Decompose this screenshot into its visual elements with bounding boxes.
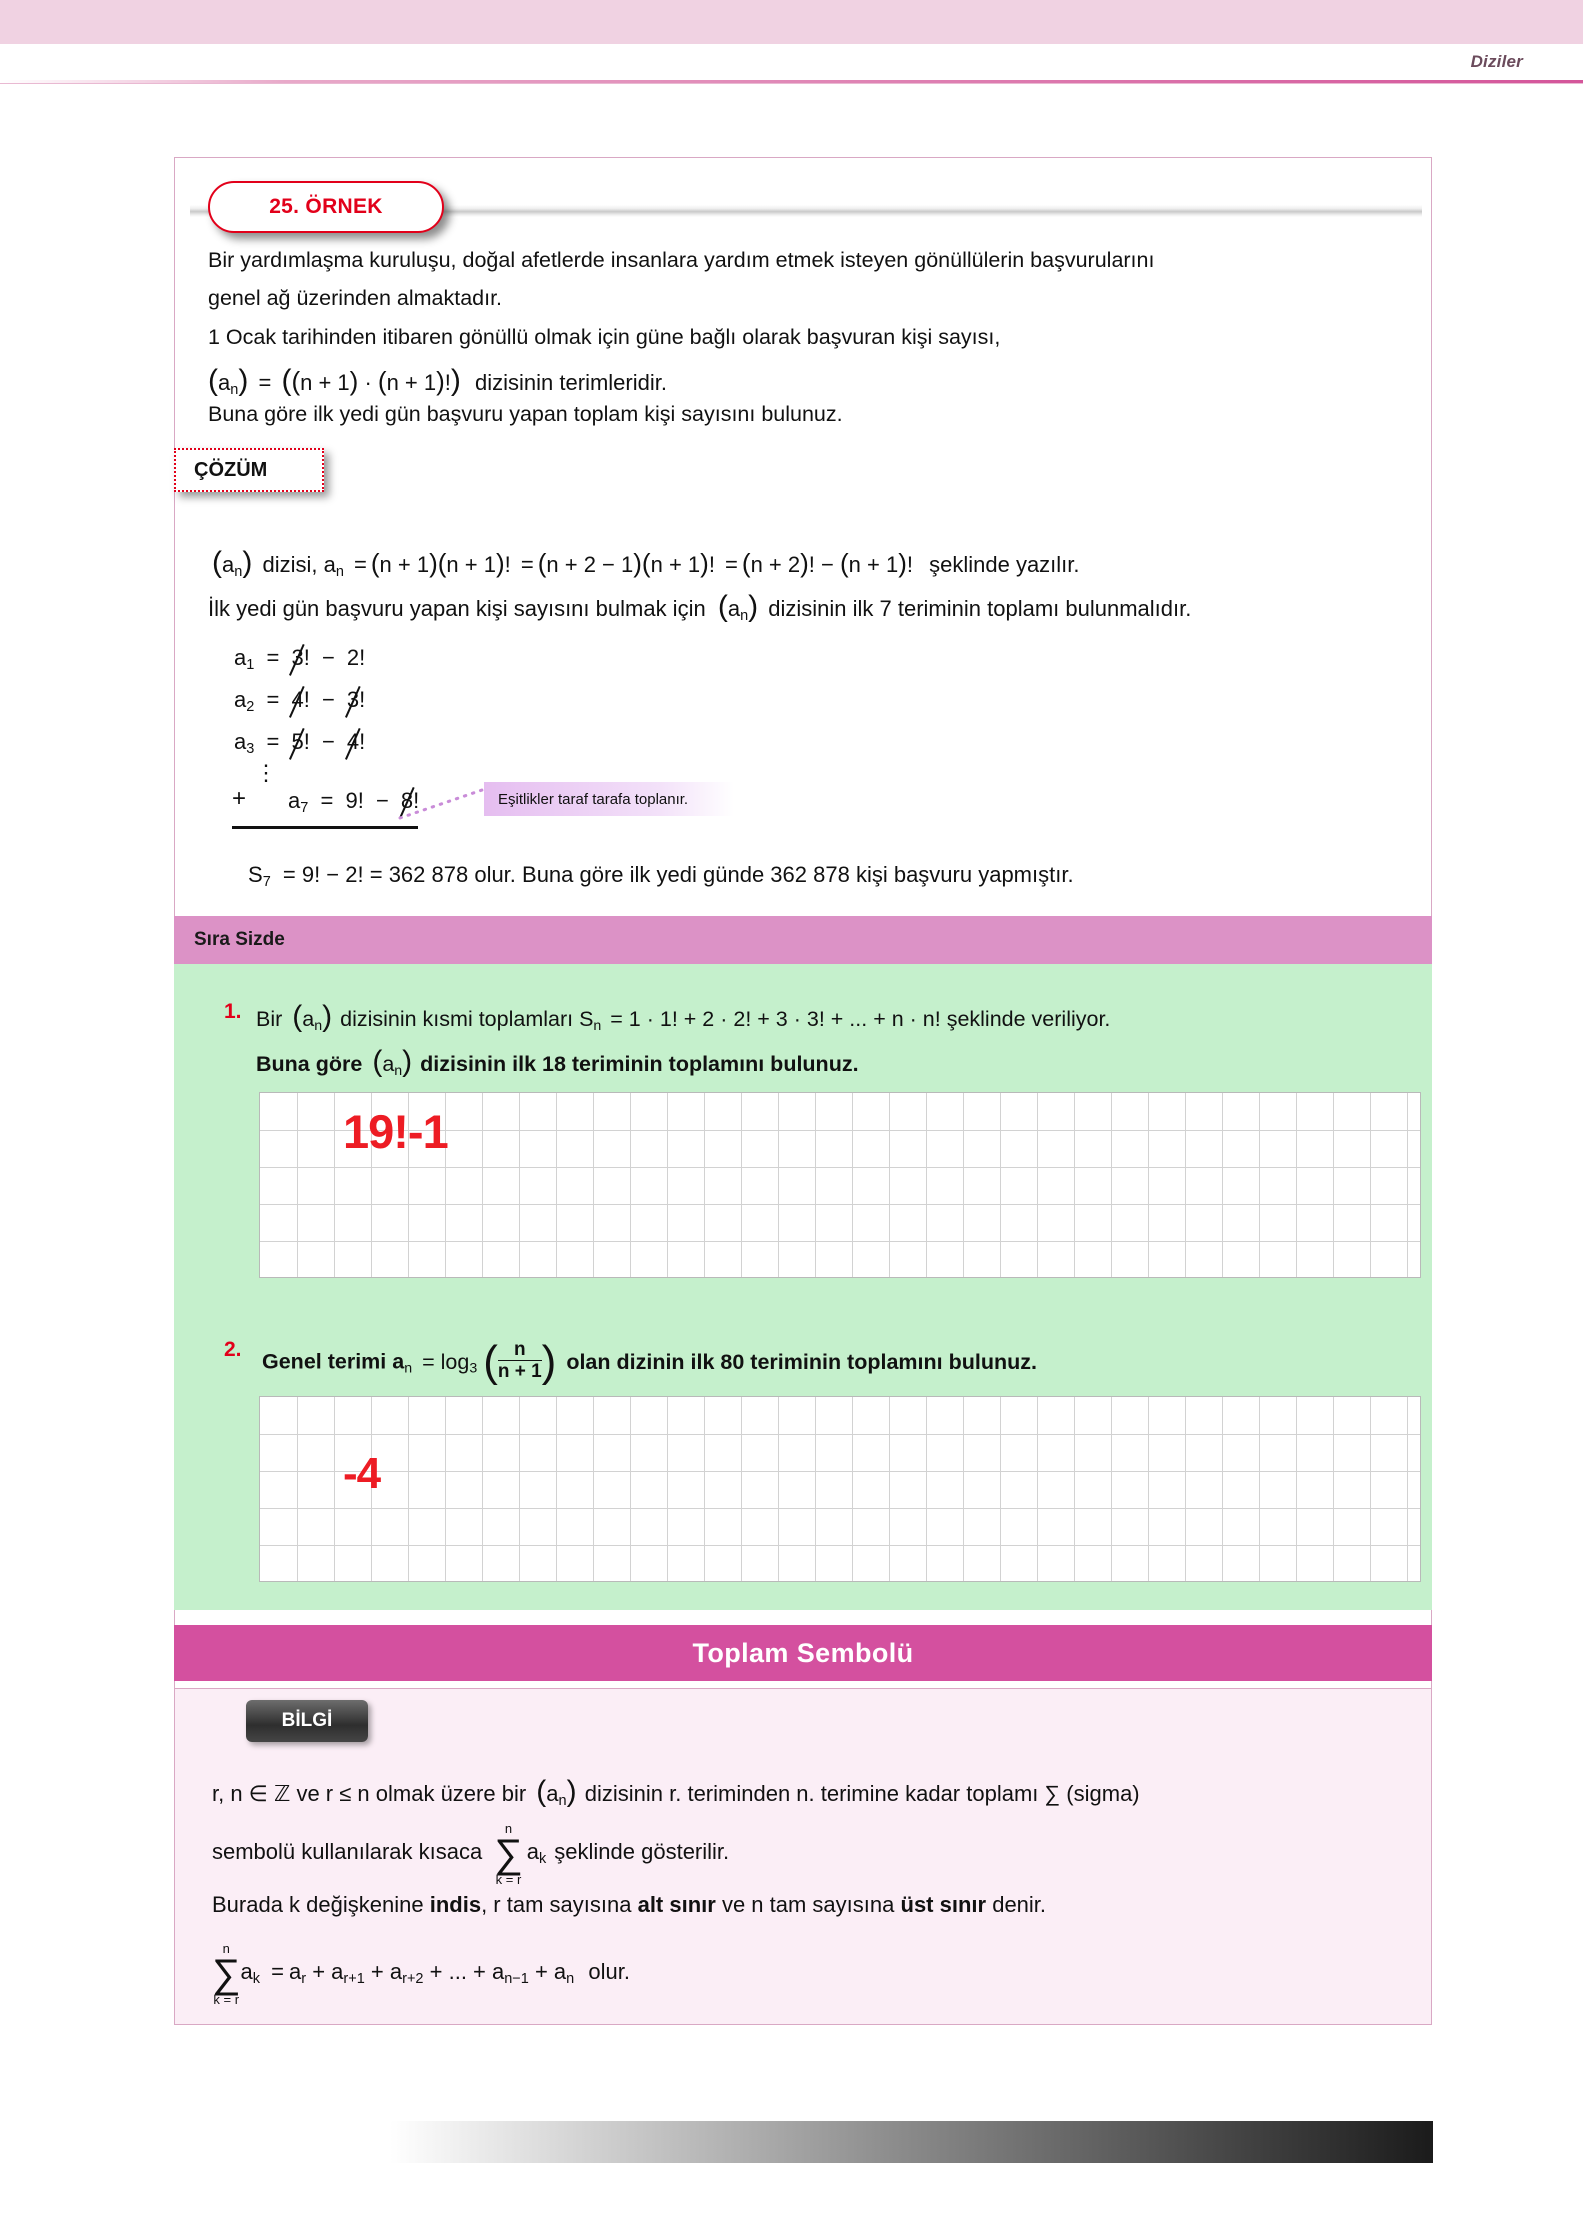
info-line-2 — [212, 1820, 730, 1887]
solution-line2-a: İlk yedi gün başvuru yapan kişi sayısını bulmak için — [208, 596, 706, 621]
top-decorative-bar — [0, 0, 1583, 44]
info-line3-a: Burada k değişkenine — [212, 1892, 424, 1917]
page-number: 95 — [1497, 2130, 1521, 2153]
term-second-struck — [347, 729, 359, 755]
solution-badge — [174, 448, 324, 492]
info-term-alt-sinir: alt sınır — [637, 1892, 716, 1917]
term-index: 3 — [246, 741, 255, 758]
info-seq: a — [546, 1781, 559, 1806]
info-line1-a: r, n ∈ ℤ ve r ≤ n olmak üzere bir — [212, 1781, 527, 1806]
callout-leader-dots — [398, 782, 490, 820]
info-line-3 — [212, 1892, 1046, 1918]
term-label: a — [288, 788, 301, 813]
term-second-factorial: ! — [359, 729, 366, 754]
term-first-factorial: ! — [303, 645, 310, 670]
info-line-1: r, n ∈ ℤ ve r ≤ n olmak üzere bir $(a_n)$ dizisinin r. teriminden n. terimine kadar toplamı ∑ (sigma) — [212, 1775, 1140, 1810]
section-title: Toplam Sembolü — [692, 1637, 914, 1668]
term-row — [234, 687, 365, 715]
close-paren: ) — [541, 1337, 557, 1386]
solution-line2-b: dizisinin ilk 7 teriminin toplamı bulunmalıdır. — [768, 596, 1192, 621]
term-row — [234, 645, 365, 673]
term-second: 4 — [346, 729, 360, 754]
term-first-factorial: ! — [303, 687, 310, 712]
callout-note-text: Eşitlikler taraf tarafa toplanır. — [498, 790, 689, 808]
term-index: 7 — [300, 800, 309, 817]
info-line-4 — [212, 1940, 630, 2007]
q1-text-a: Bir — [256, 1007, 283, 1031]
term-second-struck — [347, 687, 359, 713]
sigma2-upper-limit: n — [222, 1941, 230, 1956]
q1-text-b: dizisinin kısmi toplamları S — [340, 1007, 594, 1031]
solution-line-1: $(a_n)$ dizisi, $a_n = (n + 1)(n + 1)$! = (n + 2 − 1)(n + 1)! = (n + 2)! − (n + 1)! şeklinde yazılır. — [212, 546, 1080, 581]
term-equals: = — [320, 788, 334, 813]
term-first-factorial: ! — [357, 788, 364, 813]
term-second-factorial: ! — [359, 645, 366, 670]
info-line2-b: şeklinde gösterilir. — [554, 1839, 730, 1864]
q2-log-base: 3 — [469, 1360, 478, 1377]
info-line2-a: sembolü kullanılarak kısaca — [212, 1839, 483, 1864]
term-second: 8 — [400, 788, 414, 813]
vertical-dots: ⋮ — [255, 760, 277, 785]
header-rule-thin — [0, 83, 1583, 84]
example-badge-label: 25. ÖRNEK — [269, 195, 383, 218]
info-line4-rest: olur. — [588, 1958, 630, 1984]
q1-seq: $a_n$ — [302, 1007, 323, 1034]
term-minus: − — [321, 645, 335, 670]
section-banner — [174, 1625, 1432, 1681]
q2-text-a: Genel terimi a — [262, 1349, 405, 1374]
question-2-number: 2. — [224, 1338, 242, 1361]
term-first-struck — [291, 729, 303, 755]
solution-line-2: İlk yedi gün başvuru yapan kişi sayısını bulmak için $(a_n)$ dizisinin ilk 7 teriminin toplamı bulunmalıdır. — [208, 590, 1192, 625]
term-first: 9 — [345, 788, 358, 813]
term-label: a — [234, 687, 247, 712]
sigma-lower-limit: k = r — [495, 1872, 522, 1887]
info-line1-b: dizisinin r. teriminden n. terimine kadar toplamı ∑ (sigma) — [584, 1781, 1140, 1806]
question-1-line-2: Buna göre $(a_n)$ dizisinin ilk 18 teriminin toplamını bulunuz. — [256, 1045, 859, 1079]
term-first-struck — [291, 687, 303, 713]
term-second-factorial: ! — [413, 788, 420, 813]
question-1-number: 1. — [224, 1000, 242, 1023]
sum-underline — [232, 826, 418, 829]
result-body: = 9! − 2! = 362 878 olur. Buna göre ilk yedi günde 362 878 kişi başvuru yapmıştır. — [282, 862, 1074, 887]
callout-note — [484, 782, 734, 816]
sigma-term: $a_k$ — [526, 1838, 547, 1868]
term-minus: − — [375, 788, 389, 813]
running-head-title: Diziler — [1470, 52, 1523, 71]
sigma-symbol: n ∑ k = r — [494, 1821, 523, 1887]
example-badge — [208, 181, 444, 233]
term-row — [234, 729, 365, 757]
example-line-1: Bir yardımlaşma kuruluşu, doğal afetlerde insanlara yardım etmek isteyen gönüllülerin başvurularını — [208, 248, 1155, 272]
info-line3-d: ve n tam sayısına — [721, 1892, 895, 1917]
question-1-line-1: Bir $(a_n)$ dizisinin kısmi toplamları $S_n = 1 \cdot 1$! + 2 · 2! + 3 · 3! + ... + n · n! şeklinde veriliyor. — [256, 1000, 1111, 1034]
sigma2-expression: $a_k = a_r + a_{r+1} + a_{r+2}$ + ... + $a_{n-1} + a_n$ olur. — [240, 1958, 630, 1988]
term-equals: = — [266, 687, 280, 712]
solution-badge-label: ÇÖZÜM — [194, 458, 268, 481]
info-term-indis: indis — [429, 1892, 482, 1917]
answer-area-2[interactable] — [259, 1396, 1421, 1582]
example-formula-tail: dizisinin terimleridir. — [475, 370, 667, 395]
sigma2-lower-limit: k = r — [213, 1992, 240, 2007]
term-second-factorial: ! — [359, 687, 366, 712]
footer-bar — [390, 2121, 1433, 2163]
info-line3-e: denir. — [992, 1892, 1047, 1917]
term-equals: = — [266, 729, 280, 754]
solution-result — [248, 862, 1074, 890]
question-2-line — [262, 1338, 1037, 1388]
term-second: 3 — [346, 687, 360, 712]
term-minus: − — [321, 687, 335, 712]
term-first-struck — [291, 645, 303, 671]
q1-sn-sub: n — [593, 1017, 602, 1034]
handwritten-answer-1: 19!-1 — [343, 1105, 448, 1158]
term-minus: − — [321, 729, 335, 754]
sigma-upper-limit: n — [504, 1821, 513, 1836]
term-label: a — [234, 645, 247, 670]
solution-line1-seq: dizisi, a — [262, 552, 336, 577]
q2-fraction: $\frac{n}{n + 1}$ — [497, 1339, 542, 1382]
sigma-symbol-2: n ∑ k = r — [212, 1941, 241, 2007]
term-first-factorial: ! — [303, 729, 310, 754]
solution-line1-tail: şeklinde yazılır. — [929, 552, 1080, 577]
example-formula: $(a_n) = ((n + 1) \cdot (n + 1)!)$ dizisinin terimleridir. — [208, 364, 667, 399]
term-second: 2 — [346, 645, 360, 670]
example-line-3: 1 Ocak tarihinden itibaren gönüllü olmak için güne bağlı olarak başvuran kişi sayısı, — [208, 325, 1001, 349]
result-label: S — [248, 862, 263, 887]
q2-an-sub: n — [404, 1360, 413, 1377]
q1-bold-a: Buna göre — [256, 1052, 363, 1076]
sira-sizde-title: Sıra Sizde — [194, 929, 285, 950]
info-term-ust-sinir: üst sınır — [900, 1892, 987, 1917]
term-first: 3 — [291, 645, 304, 670]
q1-seq-2: $a_n$ — [382, 1052, 403, 1079]
term-label: a — [234, 729, 247, 754]
term-equals: = — [266, 645, 280, 670]
open-paren: ( — [483, 1337, 498, 1386]
term-first: 5 — [291, 729, 304, 754]
term-first: 4 — [291, 687, 304, 712]
q1-bold-b: dizisinin ilk 18 teriminin toplamını bulunuz. — [420, 1052, 859, 1076]
info-badge-label: BİLGİ — [281, 1710, 333, 1731]
q1-text-c: = 1 · 1! + 2 · 2! + 3 · 3! + ... + n · n! şeklinde veriliyor. — [610, 1007, 1111, 1031]
info-badge — [246, 1700, 368, 1742]
sum-plus-sign: + — [232, 785, 247, 812]
example-line-last: Buna göre ilk yedi gün başvuru yapan toplam kişi sayısını bulunuz. — [208, 402, 843, 426]
result-index: 7 — [262, 874, 271, 891]
q2-text-b: olan dizinin ilk 80 teriminin toplamını bulunuz. — [566, 1349, 1037, 1374]
sira-sizde-header — [174, 916, 1432, 964]
info-line3-c: , r tam sayısına — [481, 1892, 632, 1917]
term-index: 2 — [246, 699, 255, 716]
q2-eq: = log — [422, 1349, 470, 1374]
term-index: 1 — [246, 657, 255, 674]
example-line-2: genel ağ üzerinden almaktadır. — [208, 286, 503, 310]
handwritten-answer-2: -4 — [343, 1449, 381, 1498]
